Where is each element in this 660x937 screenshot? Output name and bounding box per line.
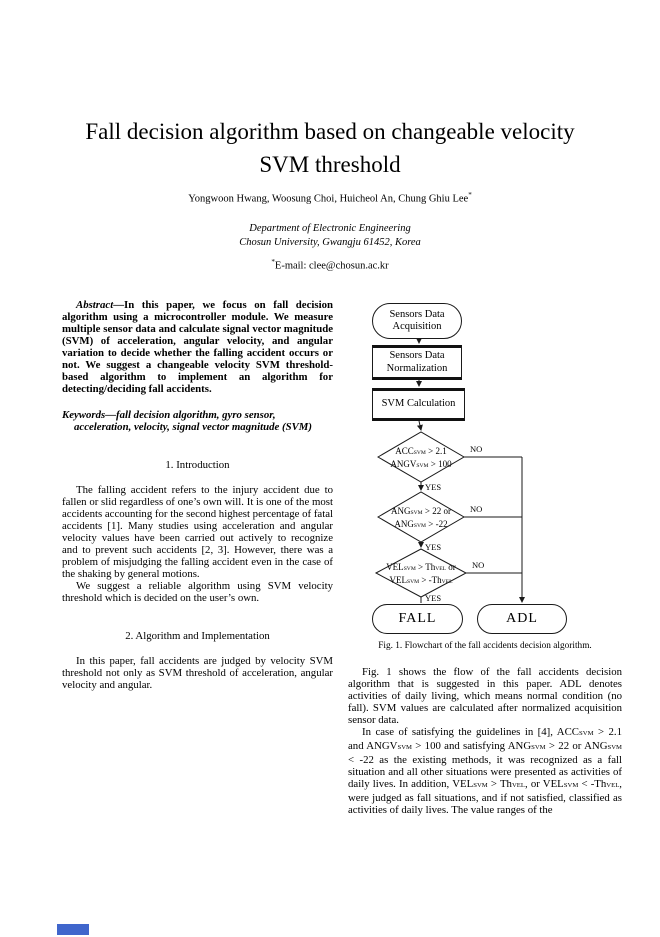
no-label-2: NO — [470, 504, 483, 514]
flowchart-normalize-node: Sensors Data Normalization — [372, 345, 462, 380]
affiliation-department: Department of Electronic Engineering — [249, 223, 411, 234]
yes-label-3: YES — [425, 593, 442, 603]
right-paragraph-2: In case of satisfying the guidelines in [4], ACCSVM > 2.1 and ANGVSVM > 100 and satisfying ANGSVM > 22 or ANGSVM < -22 as the existing methods, it was recognized as a fall situation and all other situations were presented as activities of daily lives. In addition, VELSVM > ThVEL, or VELSVM < -ThVEL, were judged as fall situations, and if not satisfied, classified as activities of daily lives. The value ranges of the — [348, 726, 622, 816]
connector-svm-decision1 — [419, 421, 421, 430]
flowchart-figure — [348, 298, 622, 638]
section-heading-introduction: 1. Introduction — [165, 459, 230, 471]
affiliation-block — [50, 222, 610, 250]
section-heading-algorithm: 2. Algorithm and Implementation — [125, 630, 270, 642]
yes-label-2: YES — [425, 542, 442, 552]
right-column — [348, 298, 622, 816]
right-paragraph-1: Fig. 1 shows the flow of the fall accidents decision algorithm that is suggested in this paper. ADL denotes activities of daily living, which means normal condition (no fall). SVM values are calculated after normalized acquisition sensor data. — [348, 666, 622, 726]
algorithm-paragraph-1: In this paper, fall accidents are judged by velocity SVM threshold not only as SVM threshold of acceleration, angular velocity and angular. — [62, 655, 333, 691]
decision2-line2: ANGSVM > -22 — [394, 518, 448, 529]
flowchart-start-node: Sensors Data Acquisition — [372, 303, 462, 339]
decision3-text — [374, 562, 468, 587]
decision3-line1: VELSVM > ThVEL or — [386, 562, 456, 572]
flowchart-adl-node: ADL — [477, 604, 567, 634]
decision1-line1: ACCSVM > 2.1 — [395, 446, 447, 456]
affiliation-university: Chosun University, Gwangju 61452, Korea — [239, 237, 421, 248]
intro-paragraph-2: We suggest a reliable algorithm using SVM velocity threshold which is decided on the user’s own. — [62, 580, 333, 604]
decision3-line2: VELSVM > -ThVEL — [389, 574, 453, 585]
decision2-line1: ANGSVM > 22 or — [391, 506, 451, 516]
decision1-line2: ANGVSVM > 100 — [390, 458, 452, 469]
decision2-text — [376, 506, 466, 531]
intro-paragraph-1: The falling accident refers to the injury accident due to fallen or slid regardless of one’s own will. It is one of the most accidents accounting for the second highest percentage of fatal accidents [1]. Many studies using acceleration and angular velocity values have been carried out actively to recognize and to prevent such accidents [2, 3]. However, there was a problem of misjudging the falling accident even in the case of the shaking by general motions. — [62, 484, 334, 580]
no-label-3: NO — [472, 560, 485, 570]
decision1-text — [376, 446, 466, 471]
selection-artifact — [57, 924, 89, 935]
authors-line: Yongwoon Hwang, Woosung Choi, Huicheol An, Chung Ghiu Lee* — [188, 191, 472, 205]
abstract-paragraph: Abstract—In this paper, we focus on fall decision algorithm using a microcontroller module. We measure multiple sensor data and calculate signal vector magnitude (SVM) of acceleration, angular velocity, and angular variation to decide whether the falling accident occurs or not. We suggest a changeable velocity SVM threshold-based algorithm to implement an algorithm for detecting/deciding fall accidents. — [62, 299, 333, 395]
left-column — [62, 299, 333, 691]
keywords-paragraph: Keywords—fall decision algorithm, gyro sensor, acceleration, velocity, signal vector magnitude (SVM) — [62, 409, 313, 433]
flowchart-svm-calc-node: SVM Calculation — [372, 388, 465, 421]
email-line: *E-mail: clee@chosun.ac.kr — [271, 258, 389, 272]
yes-label-1: YES — [425, 482, 442, 492]
paper-title: Fall decision algorithm based on changeable velocity SVM threshold — [85, 119, 575, 178]
flowchart-fall-node: FALL — [372, 604, 463, 634]
no-label-1: NO — [470, 444, 483, 454]
figure-caption: Fig. 1. Flowchart of the fall accidents decision algorithm. — [378, 641, 592, 651]
